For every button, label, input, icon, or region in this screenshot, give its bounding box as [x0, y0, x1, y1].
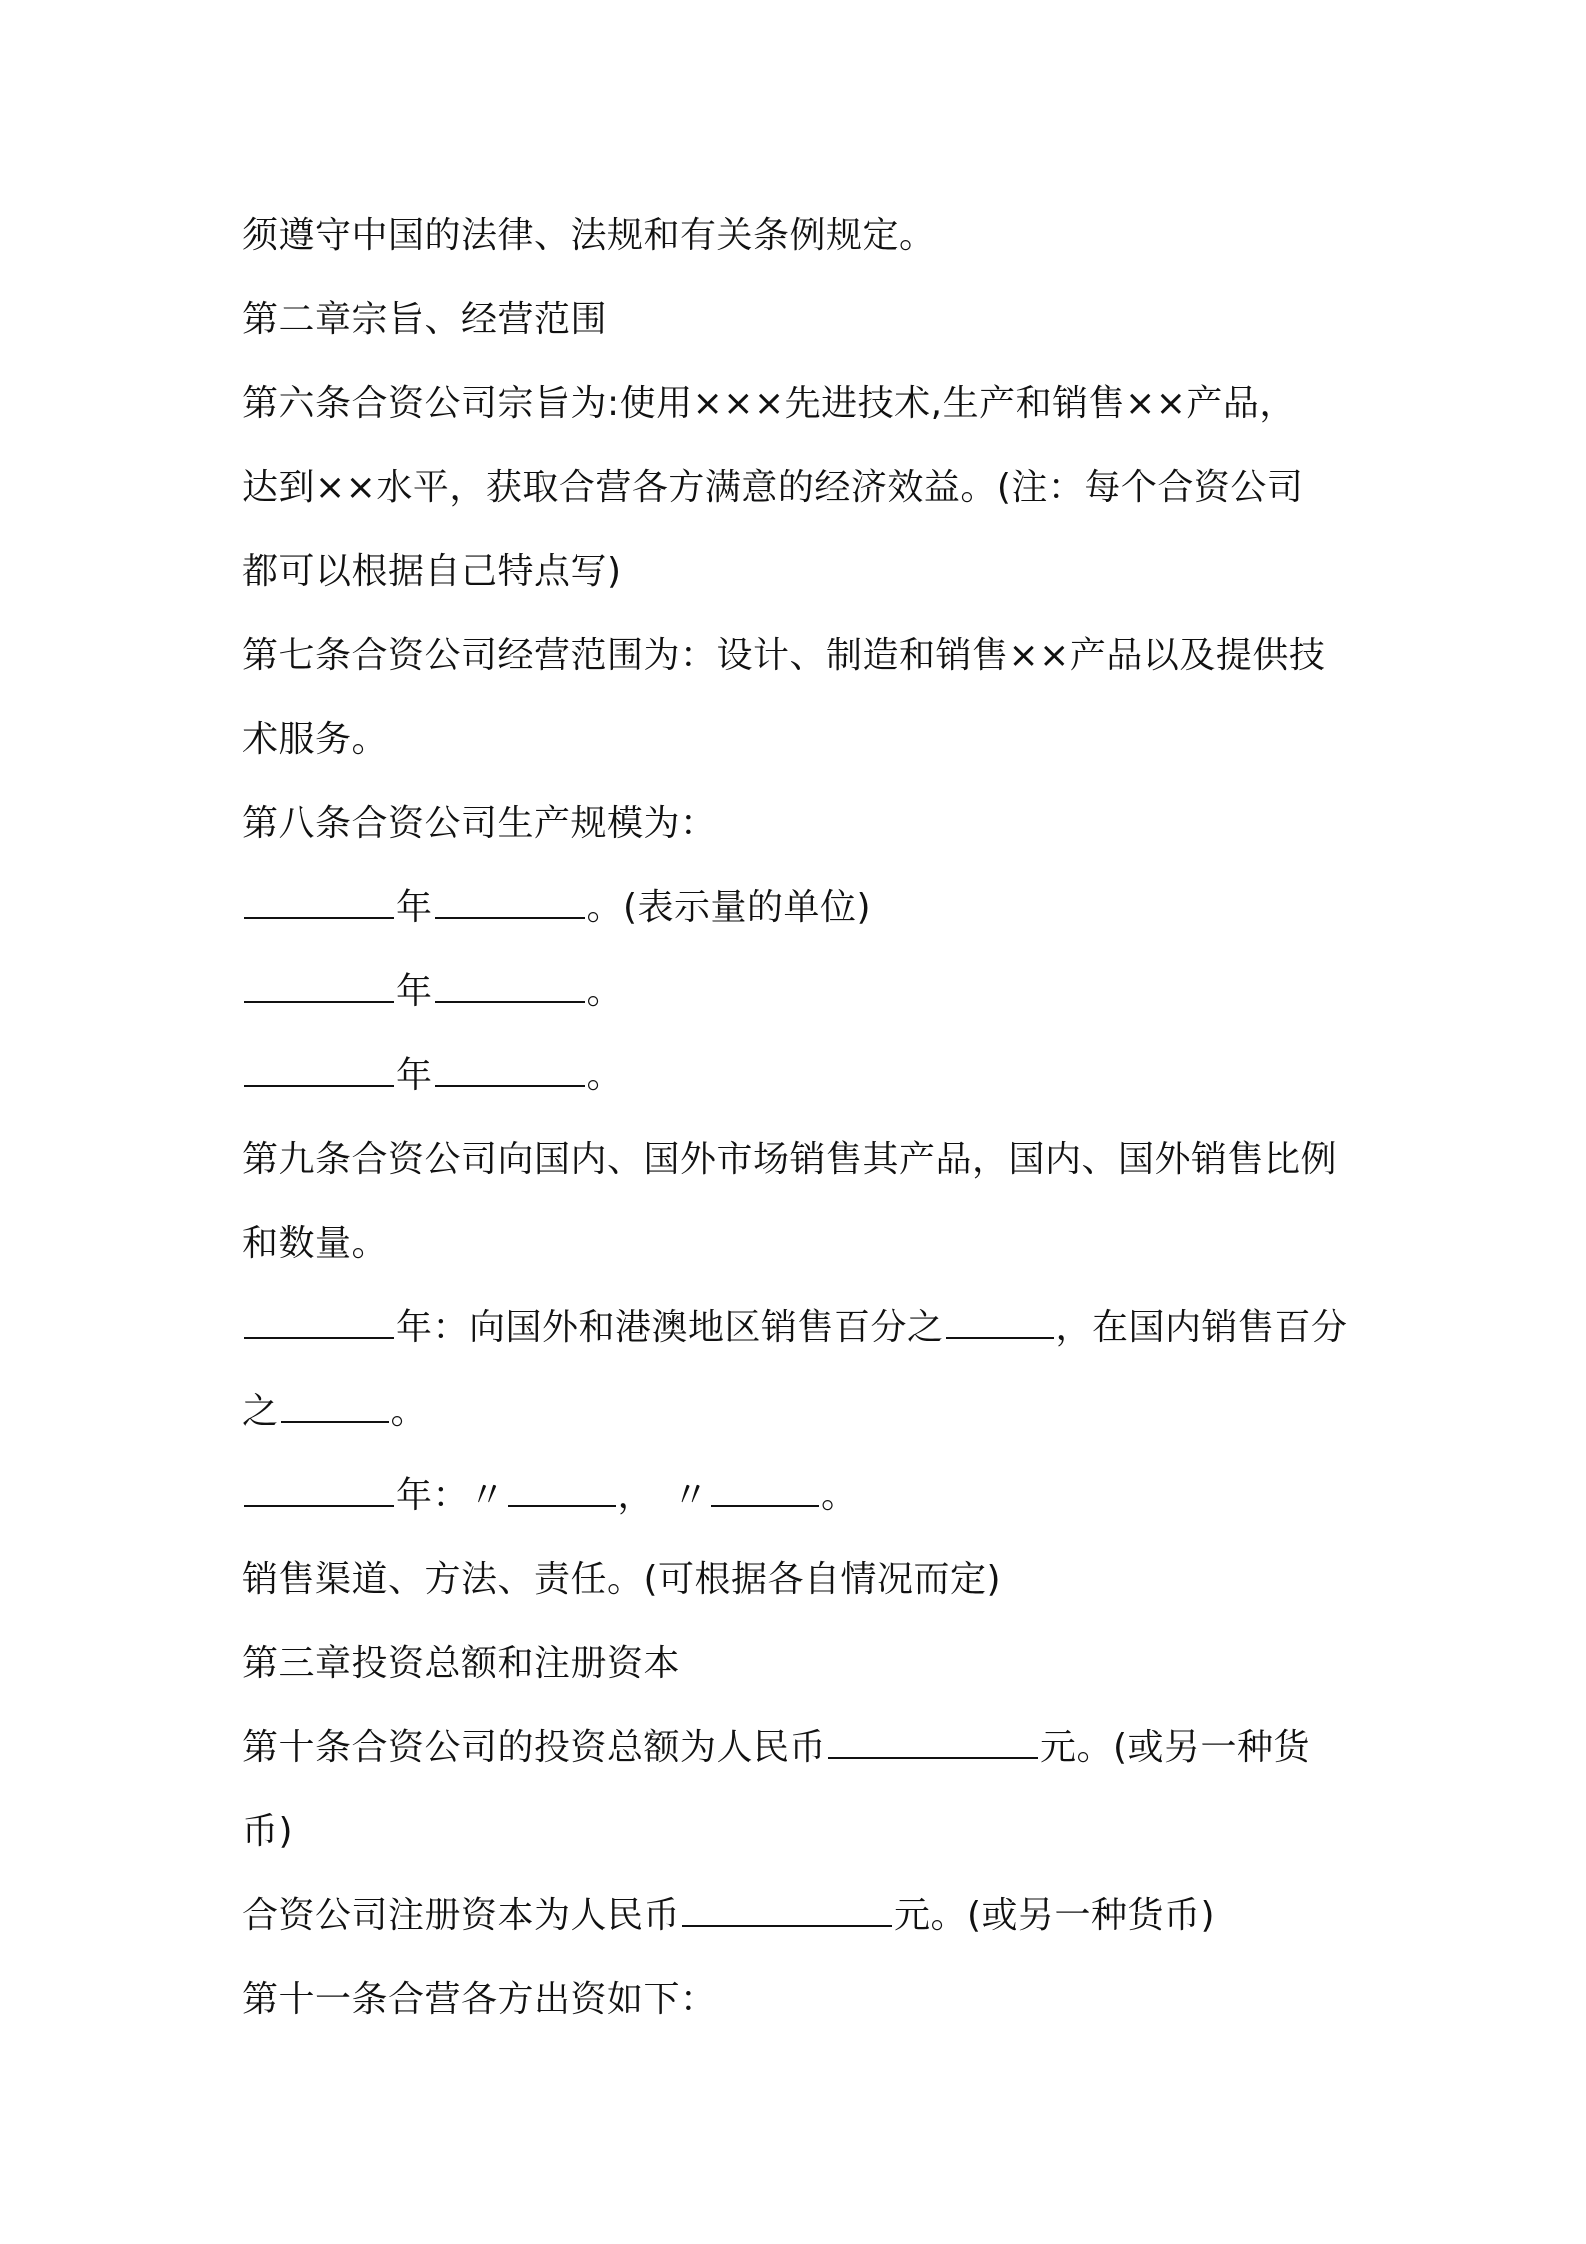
sales-row-cont: [242, 1370, 1360, 1454]
blank-field: [435, 971, 585, 1003]
blank-field: [946, 1307, 1054, 1339]
text-line: 第七条合资公司经营范围为：设计、制造和销售××产品以及提供技: [242, 635, 1326, 676]
text-line: 第九条合资公司向国内、国外市场销售其产品，国内、国外销售比例: [242, 1139, 1338, 1180]
investment-text: 元。(或另一种货: [1040, 1727, 1311, 1768]
year-label: 年: [396, 887, 433, 928]
blank-field: [244, 1475, 394, 1507]
chapter-heading: 第二章宗旨、经营范围: [242, 299, 608, 340]
blank-field: [244, 1307, 394, 1339]
sales-text: ，在国内销售百分: [1055, 1307, 1348, 1348]
text-line: 第八条合资公司生产规模为：: [242, 803, 717, 844]
year-label: 年: [396, 971, 433, 1012]
production-row: [242, 866, 1360, 950]
sales-text: ：〃: [432, 1475, 506, 1516]
year-label: 年: [396, 1307, 433, 1348]
text-line: 都可以根据自己特点写): [242, 551, 622, 592]
blank-field: [508, 1475, 616, 1507]
text-line: 达到××水平，获取合营各方满意的经济效益。(注：每个合资公司: [242, 467, 1304, 508]
sales-text: ， 〃: [617, 1475, 710, 1516]
registered-capital-row: [242, 1874, 1360, 1958]
document-body: [242, 194, 1360, 2042]
production-row: [242, 950, 1360, 1034]
blank-field: [244, 887, 394, 919]
text-line: 和数量。: [242, 1223, 389, 1264]
text-line: 第十一条合营各方出资如下：: [242, 1979, 717, 2020]
blank-field: [435, 1055, 585, 1087]
year-label: 年: [396, 1475, 433, 1516]
sales-row: [242, 1454, 1360, 1538]
row-suffix: 。: [586, 1055, 624, 1096]
sales-text: 。: [821, 1475, 858, 1516]
chapter-heading: 第三章投资总额和注册资本: [242, 1643, 681, 1684]
text-line: 第六条合资公司宗旨为:使用×××先进技术,生产和销售××产品，: [242, 383, 1296, 424]
sales-text: ：向国外和港澳地区销售百分之: [432, 1307, 944, 1348]
text-line: 术服务。: [242, 719, 389, 760]
blank-field: [244, 1055, 394, 1087]
investment-text: 第十条合资公司的投资总额为人民币: [242, 1727, 827, 1768]
text-line: 币): [242, 1811, 294, 1852]
blank-field: [244, 971, 394, 1003]
text-line: 须遵守中国的法律、法规和有关条例规定。: [242, 215, 936, 256]
investment-row: [242, 1706, 1360, 1790]
year-label: 年: [396, 1055, 433, 1096]
capital-text: 元。(或另一种货币): [894, 1895, 1216, 1936]
blank-field: [281, 1391, 389, 1423]
sales-row: [242, 1286, 1360, 1370]
sales-text: 。: [390, 1391, 428, 1432]
blank-field: [435, 887, 585, 919]
capital-text: 合资公司注册资本为人民币: [242, 1895, 681, 1936]
row-suffix: 。: [586, 971, 624, 1012]
text-line: 销售渠道、方法、责任。(可根据各自情况而定): [242, 1559, 1002, 1600]
blank-field: [682, 1895, 892, 1927]
blank-field: [711, 1475, 819, 1507]
sales-text: 之: [242, 1391, 279, 1432]
blank-field: [828, 1727, 1038, 1759]
production-row: [242, 1034, 1360, 1118]
row-suffix: 。(表示量的单位): [586, 887, 872, 928]
